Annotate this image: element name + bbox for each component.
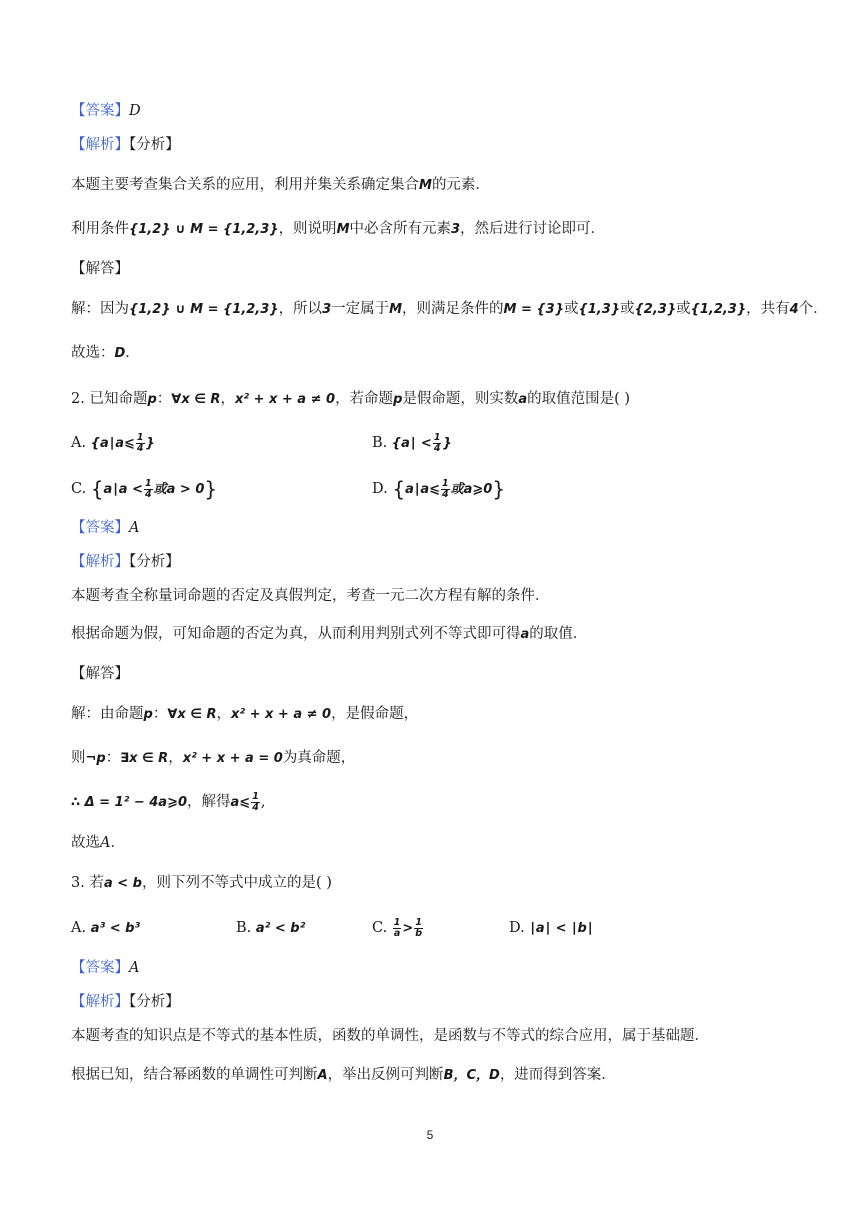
analysis-subtag: 【分析】 bbox=[129, 994, 180, 1010]
analysis-subtag: 【分析】 bbox=[129, 554, 180, 570]
fraction: $\frac{1}{4}$ bbox=[433, 431, 441, 454]
q1-choose-line: 故选：D． bbox=[71, 345, 140, 361]
q1-analysis-line bbox=[71, 134, 180, 156]
fraction: $\frac{1}{4}$ bbox=[252, 790, 259, 813]
fraction: $\frac{1}{a}$ bbox=[393, 916, 401, 939]
fraction: $\frac{1}{4}$ bbox=[145, 477, 152, 500]
q2-solve-tag: 【解答】 bbox=[71, 666, 129, 682]
q3-analysis-line bbox=[71, 991, 180, 1013]
fraction: $\frac{1}{4}$ bbox=[136, 431, 144, 454]
answer-value: D bbox=[129, 103, 141, 119]
analysis-tag: 【解析】 bbox=[71, 554, 129, 570]
answer-tag: 【答案】 bbox=[71, 520, 129, 536]
answer-tag: 【答案】 bbox=[71, 103, 129, 119]
q1-analysis-text-2: 利用条件{1,2} ∪ M = {1,2,3}，则说明M中必含所有元素3，然后进行讨论即可． bbox=[71, 221, 606, 237]
analysis-subtag: 【分析】 bbox=[129, 137, 180, 153]
q1-analysis-text-1: 本题主要考查集合关系的应用，利用并集关系确定集合M的元素． bbox=[71, 177, 490, 193]
q1-solve-tag: 【解答】 bbox=[71, 261, 129, 277]
q1-answer-line bbox=[71, 100, 141, 122]
fraction: $\frac{1}{b}$ bbox=[415, 916, 423, 939]
q2-solution-3: ∴ Δ = 1² − 4a⩾0，解得a⩽ $\frac{1}{4}$ , bbox=[71, 790, 266, 813]
answer-value: A bbox=[129, 960, 140, 976]
answer-value: A bbox=[129, 520, 140, 536]
q3-option-c: C. $\frac{1}{a}$ > $\frac{1}{b}$ bbox=[372, 916, 423, 939]
q3-answer-line bbox=[71, 957, 139, 979]
q2-solution-1: 解：由命题p：∀x ∈ R，x² + x + a ≠ 0，是假命题， bbox=[71, 706, 419, 722]
q2-stem: 2. 已知命题p：∀x ∈ R，x² + x + a ≠ 0，若命题p是假命题，则实数a的取值范围是( ) bbox=[71, 391, 631, 407]
q2-option-d: D. {a∣a⩽ $\frac{1}{4}$ 或a⩾0} bbox=[372, 477, 506, 501]
q2-option-c: C. {a∣a < $\frac{1}{4}$ 或a > 0} bbox=[71, 477, 218, 501]
q1-solution-line: 解：因为{1,2} ∪ M = {1,2,3}，所以3一定属于M，则满足条件的M = {3}或{1,3}或{2,3}或{1,2,3}，共有4个． bbox=[71, 301, 828, 317]
q3-option-d: D. ∣a∣ < ∣b∣ bbox=[509, 920, 594, 936]
answer-tag: 【答案】 bbox=[71, 960, 129, 976]
q3-analysis-text-1: 本题考查的知识点是不等式的基本性质，函数的单调性，是函数与不等式的综合应用，属于基础题． bbox=[71, 1028, 709, 1044]
q3-stem: 3. 若a < b，则下列不等式中成立的是( ) bbox=[71, 875, 332, 891]
q2-analysis-line bbox=[71, 551, 180, 573]
q3-option-b: B. a² < b² bbox=[236, 920, 306, 936]
q2-option-a: A. {a∣a⩽ $\frac{1}{4}$ } bbox=[71, 431, 155, 454]
page-number: 5 bbox=[426, 1128, 434, 1142]
fraction: $\frac{1}{4}$ bbox=[442, 477, 449, 500]
q2-option-b: B. {a∣ < $\frac{1}{4}$ } bbox=[372, 431, 452, 454]
q2-answer-line bbox=[71, 517, 139, 539]
q2-analysis-text-2: 根据命题为假，可知命题的否定为真，从而利用判别式列不等式即可得a的取值． bbox=[71, 626, 588, 642]
q2-solution-2: 则¬p：∃x ∈ R，x² + x + a = 0为真命题， bbox=[71, 750, 356, 766]
q3-option-a: A. a³ < b³ bbox=[71, 920, 141, 936]
analysis-tag: 【解析】 bbox=[71, 994, 129, 1010]
analysis-tag: 【解析】 bbox=[71, 137, 129, 153]
q3-analysis-text-2: 根据已知，结合幂函数的单调性可判断A，举出反例可判断B，C，D，进而得到答案． bbox=[71, 1067, 616, 1083]
q2-choose-line: 故选A． bbox=[71, 835, 125, 851]
q2-analysis-text-1: 本题考查全称量词命题的否定及真假判定，考查一元二次方程有解的条件． bbox=[71, 588, 550, 604]
